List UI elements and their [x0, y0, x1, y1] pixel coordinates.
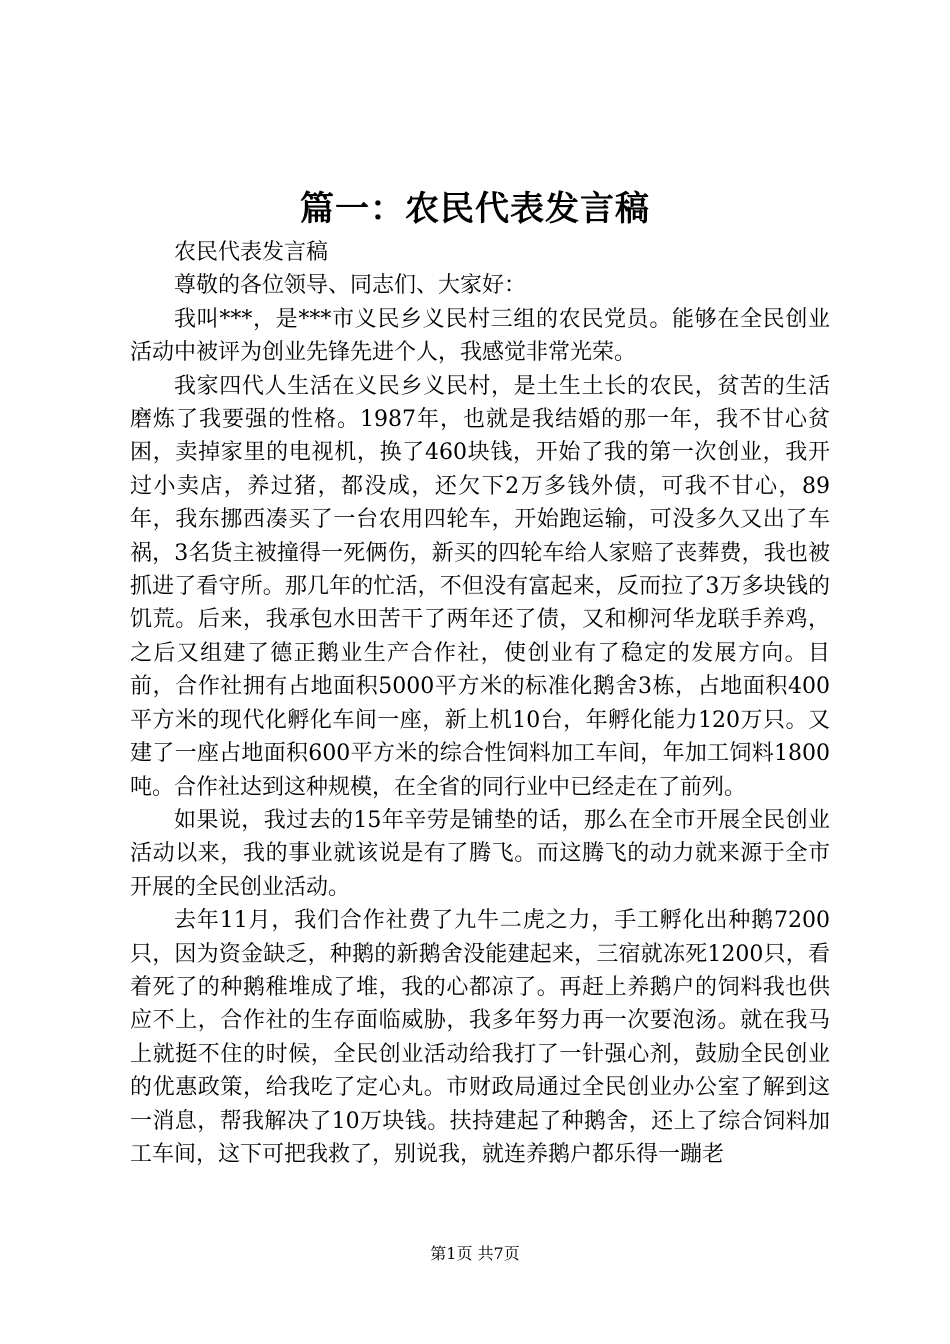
page-footer: 第1页 共7页: [430, 1244, 520, 1263]
paragraph-intro: 我叫***，是***市义民乡义民村三组的农民党员。能够在全民创业活动中被评为创业先锋先进个人，我感觉非常光荣。: [130, 306, 830, 366]
paragraph-history: 我家四代人生活在义民乡义民村，是土生土长的农民，贫苦的生活磨炼了我要强的性格。1987年，也就是我结婚的那一年，我不甘心贫困，卖掉家里的电视机，换了460块钱，开始了我的第一次创业，我开过小卖店，养过猪，都没成，还欠下2万多钱外债，可我不甘心，89年，我东挪西凑买了一台农用四轮车，开始跑运输，可没多久又出了车祸，3名货主被撞得一死俩伤，新买的四轮车给人家赔了丧葬费，我也被抓进了看守所。那几年的忙活，不但没有富起来，反而拉了3万多块钱的饥荒。后来，我承包水田苦干了两年还了债，又和柳河华龙联手养鸡，之后又组建了德正鹅业生产合作社，使创业有了稳定的发展方向。目前，合作社拥有占地面积5000平方米的标准化鹅舍3栋，占地面积400平方米的现代化孵化车间一座，新上机10台，年孵化能力120万只。又建了一座占地面积600平方米的综合性饲料加工车间，年加工饲料1800吨。合作社达到这种规模，在全省的同行业中已经走在了前列。: [130, 373, 830, 800]
paragraph-takeoff: 如果说，我过去的15年辛劳是铺垫的话，那么在全市开展全民创业活动以来，我的事业就该说是有了腾飞。而这腾飞的动力就来源于全市开展的全民创业活动。: [130, 807, 830, 900]
paragraph-doc-name: 农民代表发言稿: [174, 240, 329, 265]
paragraph-last-november: 去年11月，我们合作社费了九牛二虎之力，手工孵化出种鹅7200只，因为资金缺乏，种鹅的新鹅舍没能建起来，三宿就冻死1200只，看着死了的种鹅稚堆成了堆，我的心都凉了。再赶上养鹅户的饲料我也供应不上，合作社的生存面临威胁，我多年努力再一次要泡汤。就在我马上就挺不住的时候，全民创业活动给我打了一针强心剂，鼓励全民创业的优惠政策，给我吃了定心丸。市财政局通过全民创业办公室了解到这一消息，帮我解决了10万块钱。扶持建起了种鹅舍，还上了综合饲料加工车间，这下可把我救了，别说我，就连养鹅户都乐得一蹦老: [130, 908, 830, 1167]
page-title: 篇一：农民代表发言稿: [300, 189, 650, 229]
document-body: [130, 236, 830, 1171]
paragraph-salutation: 尊敬的各位领导、同志们、大家好：: [174, 273, 527, 299]
